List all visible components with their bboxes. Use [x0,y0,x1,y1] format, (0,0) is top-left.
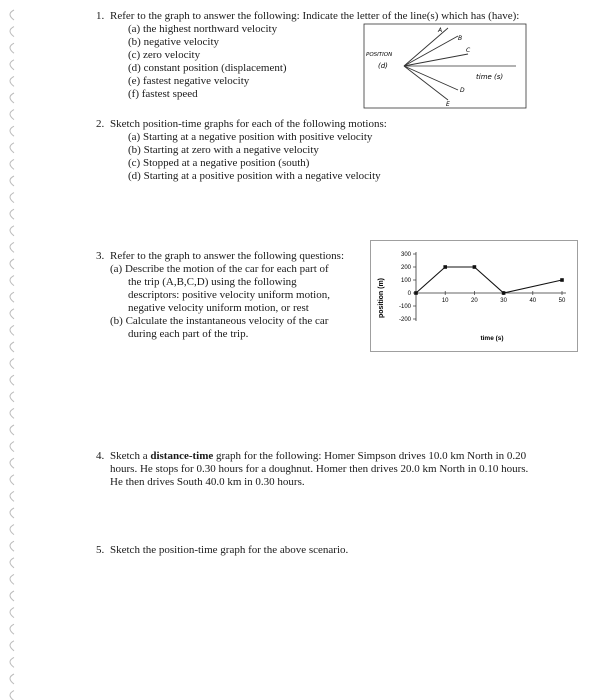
list-item-continuation: during each part of the trip. [128,328,249,340]
y-tick-label: -100 [398,304,411,311]
y-tick-label: 100 [400,278,411,285]
list-item: (e) fastest negative velocity [128,75,250,87]
data-point [502,291,506,295]
list-item: (b) negative velocity [128,36,220,48]
question-prompt: Sketch position-time graphs for each of the following motions: [110,118,387,130]
x-tick-label: 40 [529,298,537,304]
list-item: (a) the highest northward velocity [128,23,278,35]
question-text-line: He then drives South 40.0 km in 0.30 hours. [110,476,305,488]
x-axis-label: time (s) [476,73,504,81]
question-prompt: Refer to the graph to answer the following: Indicate the letter of the line(s) which has (have): [110,10,520,22]
y-axis-unit: (d) [378,62,388,70]
question-4 [96,450,596,489]
binding-hole [10,242,14,252]
binding-hole [10,574,14,584]
binding-hole [10,475,14,485]
list-item-continuation: the trip (A,B,C,D) using the following [128,276,297,288]
list-item: (c) zero velocity [128,49,201,61]
x-tick-label: 30 [500,298,507,304]
question-text-line: Sketch a distance-time graph for the following: Homer Simpson drives 10.0 km North in 0.20 [110,450,527,462]
y-tick-label: 300 [400,252,411,259]
x-axis-label: time (s) [480,335,504,342]
list-item: (b) Calculate the instantaneous velocity of the car [110,315,329,327]
question-5 [96,544,596,557]
binding-hole [10,60,14,70]
list-item: (a) Describe the motion of the car for each part of [110,263,329,275]
binding-hole [10,110,14,120]
y-tick-label: 200 [400,265,411,272]
data-point [473,265,477,269]
line-b [404,36,458,66]
binding-hole [10,442,14,452]
binding-hole [10,408,14,418]
binding-hole [10,591,14,601]
x-tick-label: 20 [471,298,478,304]
question-text [110,450,596,463]
line-label: D [460,87,465,94]
binding-hole [10,392,14,402]
line-label: B [458,35,463,42]
question-prompt: Refer to the graph to answer the following questions: [110,250,345,262]
binding-hole [10,458,14,468]
x-tick-label: 50 [558,298,566,304]
list-item: (a) Starting at a negative position with positive velocity [128,131,373,143]
binding-hole [10,525,14,535]
binding-hole [10,309,14,319]
x-tick-label: 10 [441,298,449,304]
question-number: 3. [96,250,105,262]
binding-hole [10,425,14,435]
binding-hole [10,292,14,302]
question-number: 2. [96,118,105,130]
binding-hole [10,508,14,518]
binding-hole [10,608,14,618]
binding-holes [0,0,22,700]
question-items [110,131,596,183]
binding-hole [10,193,14,203]
binding-hole [10,176,14,186]
question-number: 4. [96,450,105,462]
binding-hole [10,143,14,153]
list-item-continuation: descriptors: positive velocity uniform motion, [128,289,330,301]
question-text-line: hours. He stops for 0.30 hours for a doughnut. Homer then drives 20.0 km North in 0.10 hours. [110,463,529,475]
q3-position-time-chart [370,240,578,352]
binding-hole [10,674,14,684]
binding-hole [10,76,14,86]
chart-marks [399,252,566,323]
question-number: 5. [96,544,105,556]
binding-hole [10,558,14,568]
binding-hole [10,93,14,103]
y-axis-label: position (m) [378,277,385,319]
binding-hole [10,657,14,667]
binding-hole [10,359,14,369]
line-c [404,54,468,66]
binding-hole [10,27,14,37]
data-series-line [416,267,562,293]
data-point [443,265,447,269]
binding-hole [10,209,14,219]
question-number: 1. [96,10,105,22]
binding-hole [10,126,14,136]
binding-hole [10,43,14,53]
y-tick-label: 0 [407,291,411,298]
data-point [414,291,418,295]
binding-hole [10,276,14,286]
binding-hole [10,325,14,335]
line-label: C [466,47,471,54]
question-text: Sketch the position-time graph for the above scenario. [110,544,349,556]
binding-hole [10,226,14,236]
q1-position-time-graph [360,22,530,110]
binding-hole [10,624,14,634]
list-item: (c) Stopped at a negative position (south) [128,157,310,169]
binding-hole [10,691,14,700]
y-axis-label: POSITION [366,52,393,58]
binding-hole [10,10,14,20]
question-3 [96,250,376,341]
binding-hole [10,375,14,385]
binding-hole [10,342,14,352]
y-tick-label: -200 [398,317,411,324]
list-item: (d) constant position (displacement) [128,62,287,74]
binding-hole [10,641,14,651]
list-item: (b) Starting at zero with a negative velocity [128,144,319,156]
emphasis-text: distance-time [150,450,214,462]
line-label: A [438,27,443,34]
question-items [110,263,376,341]
binding-hole [10,259,14,269]
list-item: (d) Starting at a positive position with a negative velocity [128,170,381,182]
line-label: E [446,101,450,108]
binding-hole [10,159,14,169]
binding-hole [10,541,14,551]
data-point [560,278,564,282]
list-item: (f) fastest speed [128,88,198,100]
list-item-continuation: negative velocity uniform motion, or rest [128,302,309,314]
binding-hole [10,491,14,501]
question-2 [96,118,596,183]
